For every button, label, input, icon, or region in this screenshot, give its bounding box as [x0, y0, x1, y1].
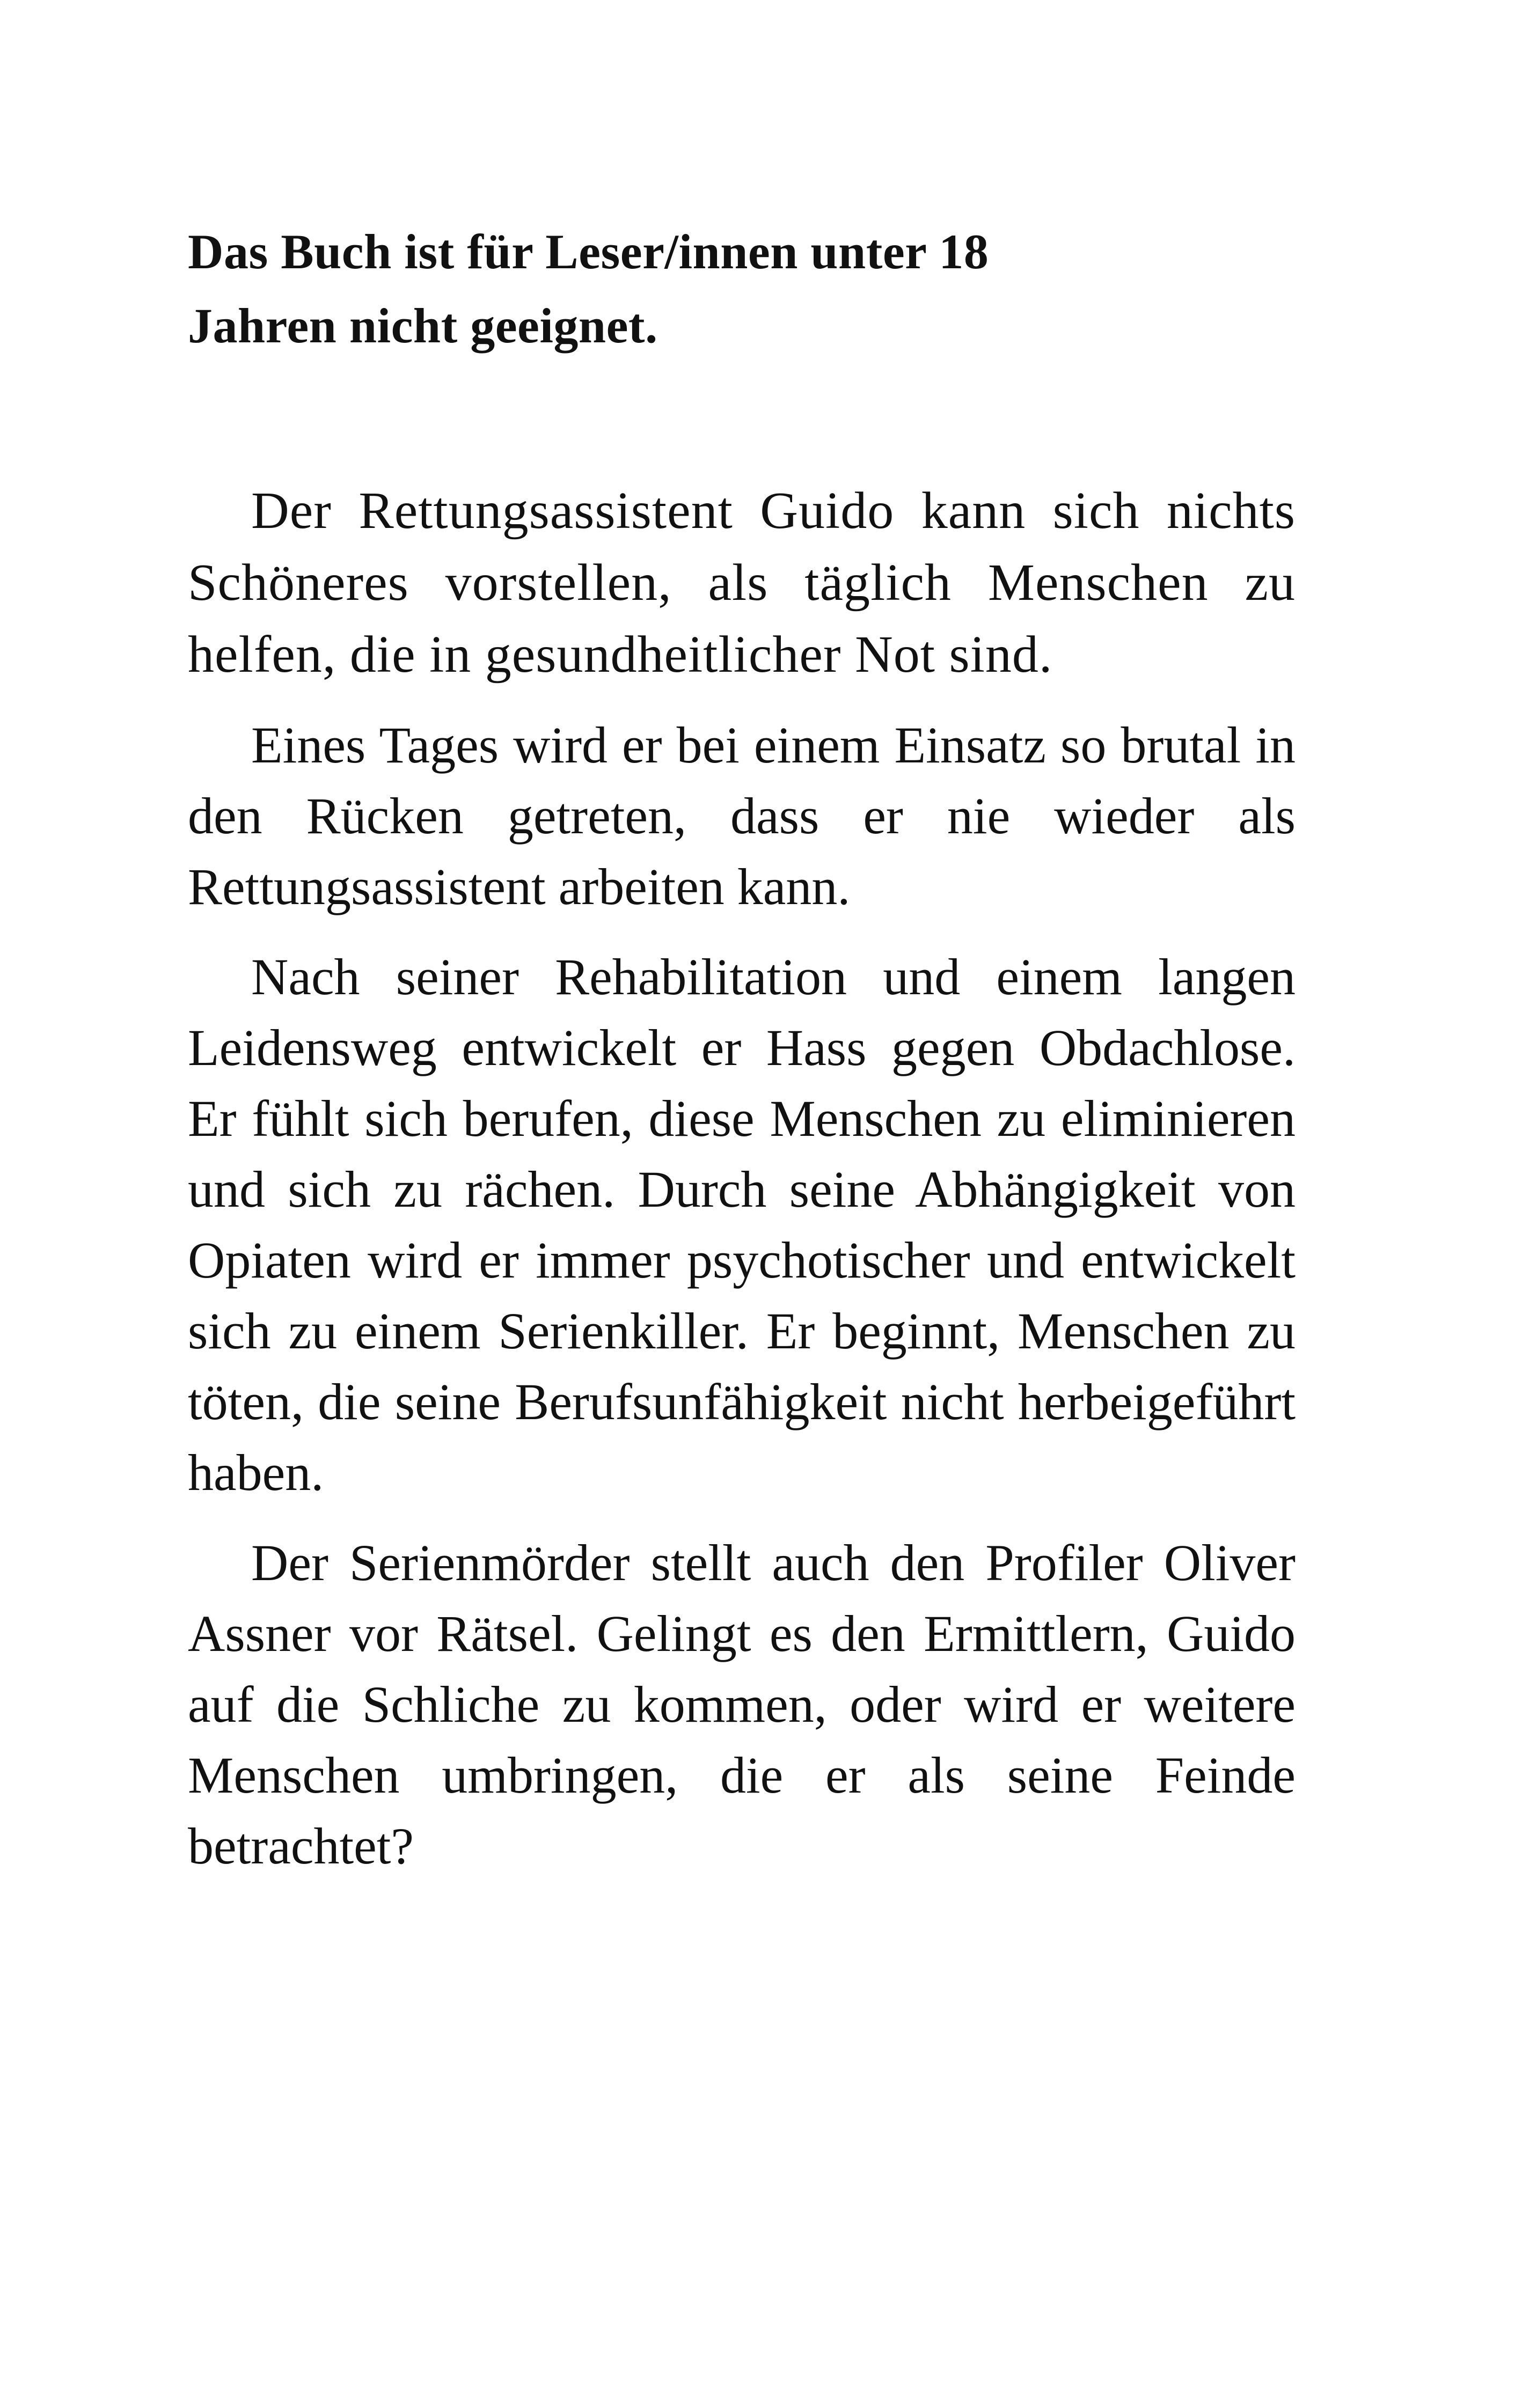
blurb-paragraph: Der Serienmörder stellt auch den Profiler Oliver Assner vor Rätsel. Gelingt es den Ermittlern, Guido auf die Schliche zu kommen, oder wird er weitere Menschen umbringen, die er als seine Feinde betrachtet? — [188, 1534, 1296, 1875]
age-warning-heading — [188, 215, 1342, 363]
age-warning-line-1: Das Buch ist für Leser/innen unter 18 — [188, 224, 989, 279]
blurb-paragraph: Nach seiner Rehabilitation und einem langen Leidensweg entwickelt er Hass gegen Obdachlose. Er fühlt sich berufen, diese Menschen zu eliminieren und sich zu rächen. Durch seine Abhängigkeit von Opiaten wird er immer psychotischer und entwickelt sich zu einem Serienkiller. Er beginnt, Menschen zu töten, die seine Berufsunfähigkeit nicht herbeigeführt haben. — [188, 948, 1296, 1501]
age-warning-line-2: Jahren nicht geeignet. — [188, 298, 658, 353]
book-blurb — [188, 475, 1296, 1901]
blurb-paragraph: Eines Tages wird er bei einem Einsatz so brutal in den Rücken getreten, dass er nie wieder als Rettungsassistent arbeiten kann. — [188, 716, 1296, 915]
blurb-paragraph: Der Rettungsassistent Guido kann sich nichts Schöneres vorstellen, als täglich Menschen zu helfen, die in gesundheitlicher Not sind. — [188, 482, 1296, 684]
